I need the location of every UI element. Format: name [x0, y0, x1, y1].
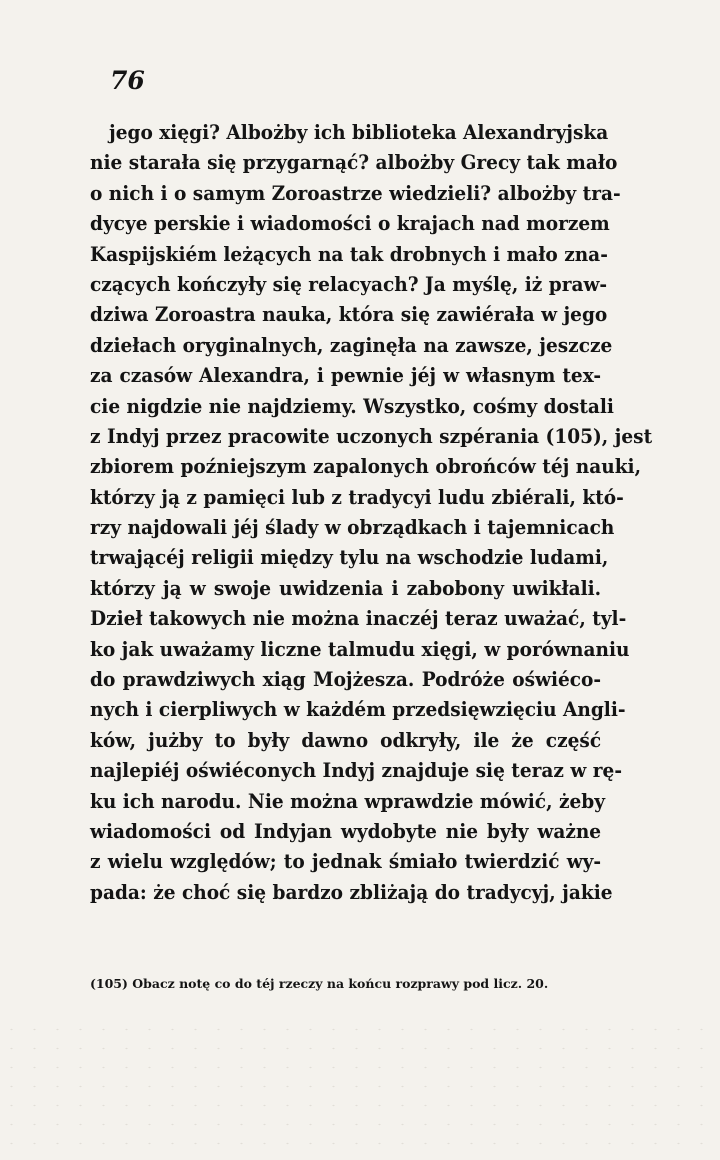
text-line: za czasów Alexandra, i pewnie jéj w własnym tex- [90, 364, 602, 388]
text-line: dziwa Zoroastra nauka, która się zawiérała w jego [90, 303, 608, 327]
body-text [90, 118, 653, 908]
text-line: do prawdziwych xiąg Mojżesza. Podróże oświéco- [90, 668, 602, 692]
text-line: czących kończyły się relacyach? Ja myślę, iż praw- [90, 272, 608, 296]
text-line: nie starała się przygarnąć? albożby Grecy tak mało [90, 151, 618, 175]
text-line: z wielu względów; to jednak śmiało twierdzić wy- [90, 850, 602, 874]
text-line: wiadomości od Indyjan wydobyte nie były ważne [90, 819, 602, 843]
footnote: (105) Obacz notę co do téj rzeczy na końcu rozprawy pod licz. 20. [90, 976, 549, 991]
text-line: z Indyj przez pracowite uczonych szpérania (105), jest [90, 424, 653, 448]
text-line: jego xięgi? Albożby ich biblioteka Alexandryjska [109, 121, 609, 144]
text-line: ko jak uważamy liczne talmudu xięgi, w porównaniu [90, 637, 630, 661]
text-line: rzy najdowali jéj ślady w obrządkach i tajemnicach [90, 516, 615, 540]
text-line: najlepiéj oświéconych Indyj znajduje się teraz w rę- [90, 759, 623, 783]
text-line: którzy ją z pamięci lub z tradycyi ludu zbiérali, któ- [90, 485, 624, 509]
text-line: cie nigdzie nie najdziemy. Wszystko, cośmy dostali [90, 394, 614, 418]
text-line: nych i cierpliwych w każdém przedsięwzięciu Angli- [90, 698, 626, 722]
text-line: o nich i o samym Zoroastrze wiedzieli? albożby tra- [90, 181, 621, 205]
paper-specks [0, 1020, 720, 1160]
text-line: dziełach oryginalnych, zaginęła na zawsze, jeszcze [90, 333, 613, 357]
text-line: Dzieł takowych nie można inaczéj teraz uważać, tyl- [90, 607, 627, 631]
text-line: ku ich narodu. Nie można wprawdzie mówić, żeby [90, 789, 606, 813]
text-line: zbiorem poźniejszym zapalonych obrońców téj nauki, [90, 455, 642, 479]
text-line: którzy ją w swoje uwidzenia i zabobony uwikłali. [90, 576, 602, 600]
text-line: dycye perskie i wiadomości o krajach nad morzem [90, 212, 610, 236]
text-line: pada: że choć się bardzo zbliżają do tradycyj, jakie [90, 880, 613, 904]
text-line: ków, jużby to były dawno odkryły, ile że część [90, 728, 602, 752]
text-line: Kaspijskiém leżących na tak drobnych i mało zna- [90, 242, 608, 266]
text-line: trwającéj religii między tylu na wschodzie ludami, [90, 546, 609, 570]
page-number: 76 [110, 66, 145, 95]
